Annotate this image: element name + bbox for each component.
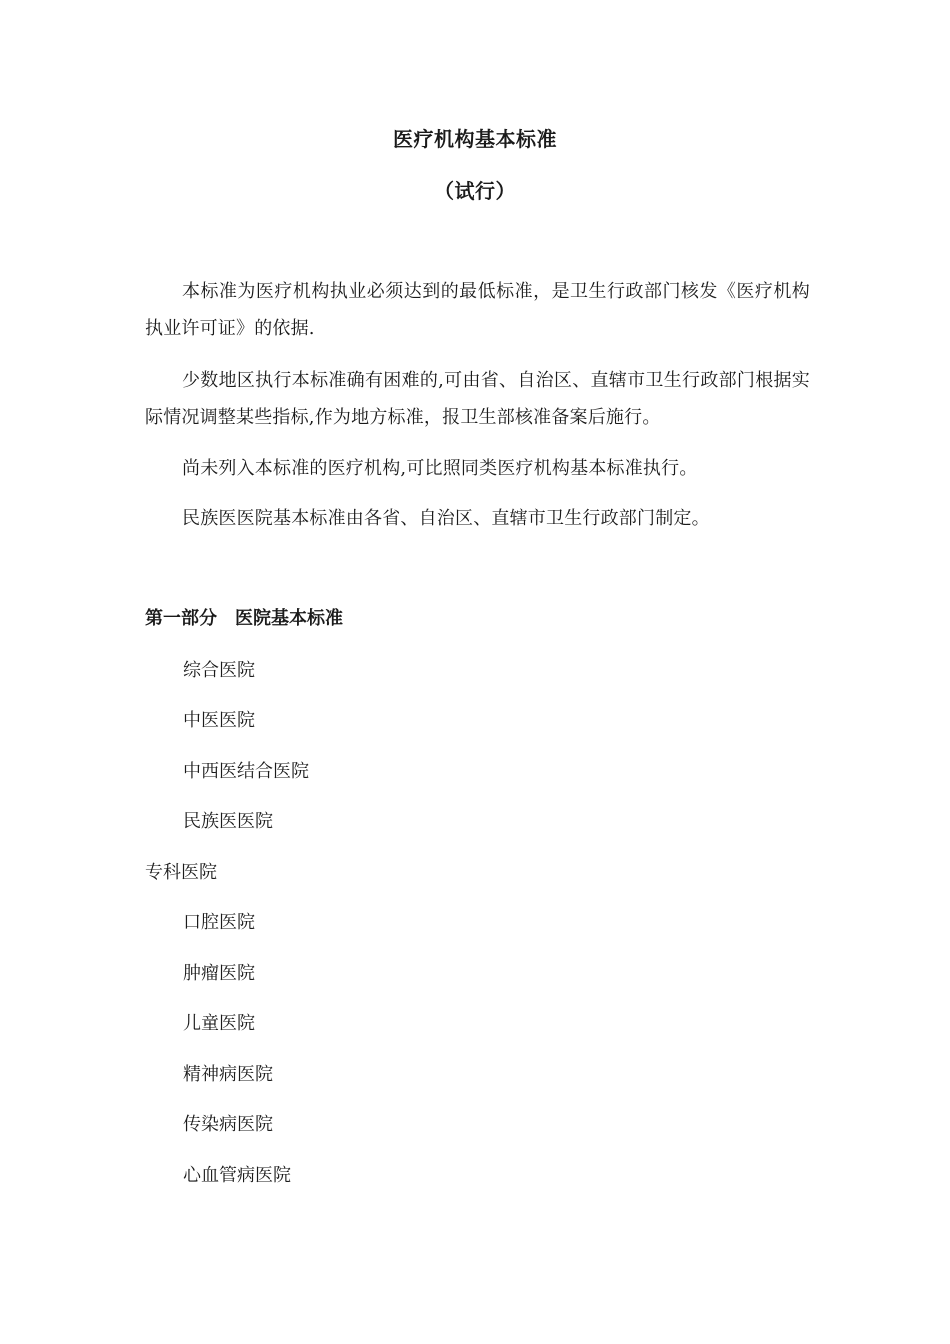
list-item-specialty-hospital: 专科医院 <box>145 862 217 883</box>
document-subtitle: （试行） <box>434 179 516 203</box>
list-item-psychiatric-hospital: 精神病医院 <box>183 1064 273 1085</box>
intro-paragraph-4: 民族医医院基本标准由各省、自治区、直辖市卫生行政部门制定。 <box>182 508 710 529</box>
list-item-general-hospital: 综合医院 <box>183 660 255 681</box>
list-item-dental-hospital: 口腔医院 <box>183 912 255 933</box>
document-title: 医疗机构基本标准 <box>393 127 557 151</box>
list-item-ethnic-hospital: 民族医医院 <box>183 811 273 832</box>
intro-paragraph-2: 少数地区执行本标准确有困难的,可由省、自治区、直辖市卫生行政部门根据实际情况调整某些指标,作为地方标准，报卫生部核准备案后施行。 <box>145 370 810 428</box>
list-item-tcm-hospital: 中医医院 <box>183 710 255 731</box>
list-item-integrated-hospital: 中西医结合医院 <box>183 761 309 782</box>
list-item-infectious-hospital: 传染病医院 <box>183 1114 273 1135</box>
list-item-children-hospital: 儿童医院 <box>183 1013 255 1034</box>
intro-paragraph-1: 本标准为医疗机构执业必须达到的最低标准，是卫生行政部门核发《医疗机构执业许可证》的依据. <box>145 281 810 339</box>
list-item-oncology-hospital: 肿瘤医院 <box>183 963 255 984</box>
intro-paragraph-3: 尚未列入本标准的医疗机构,可比照同类医疗机构基本标准执行。 <box>182 458 698 479</box>
section-heading: 第一部分 医院基本标准 <box>145 608 343 629</box>
list-item-cardiovascular-hospital: 心血管病医院 <box>183 1165 291 1186</box>
